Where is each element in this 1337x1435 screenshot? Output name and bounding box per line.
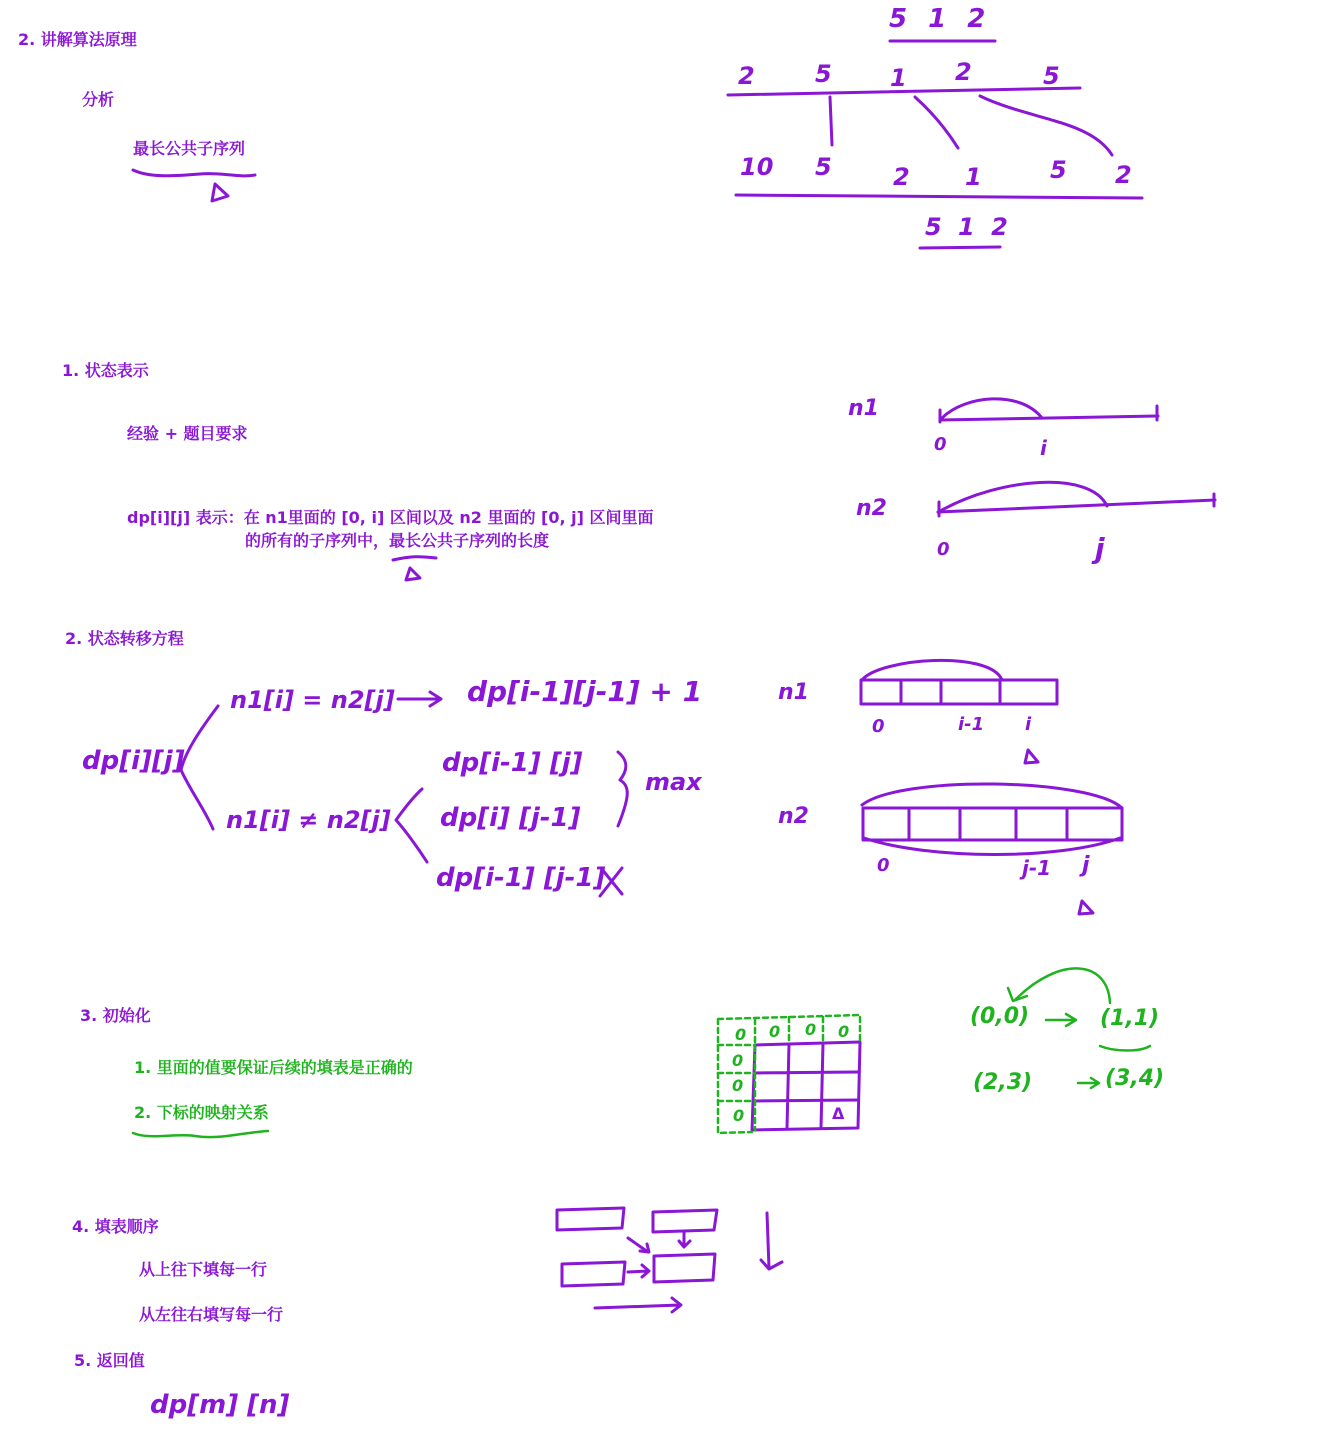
n1-array (861, 680, 1057, 704)
seq-match-line-5 (830, 97, 832, 145)
seq2-item: 5 (1050, 156, 1067, 184)
step4-title: 4. 填表顺序 (72, 1217, 159, 1236)
transition-brace (181, 706, 218, 829)
i-label: i (1040, 436, 1047, 460)
seq1-item: 5 (1043, 62, 1060, 90)
seq-bottom-result: 5 1 2 (925, 213, 1012, 241)
zero-label: 0 (934, 434, 947, 455)
n2-label: n2 (856, 496, 887, 521)
seq-match-line-2 (980, 96, 1112, 155)
seq1-item: 2 (738, 62, 755, 90)
j-label: j (1095, 532, 1105, 565)
mapping-2-left: (2,3) (973, 1070, 1033, 1095)
grid-delta-mark: Δ (832, 1104, 845, 1123)
seq2-item: 1 (965, 163, 982, 191)
topic-delta-mark (212, 184, 228, 201)
seq2-item: 2 (893, 163, 910, 191)
array-zero: 0 (877, 855, 890, 876)
n1-array-label: n1 (778, 680, 809, 705)
mapping-1-right: (1,1) (1100, 1006, 1160, 1031)
topic-underline (133, 170, 255, 176)
seq2-item: 2 (1115, 161, 1132, 189)
analysis-label: 分析 (82, 90, 115, 109)
zero-label: 0 (937, 539, 950, 560)
option-2: dp[i] [j-1] (440, 803, 581, 833)
array-i-label: i (1025, 714, 1032, 735)
seq2-item: 5 (815, 153, 832, 181)
option-1: dp[i-1] [j] (442, 748, 583, 778)
array-zero: 0 (872, 716, 885, 737)
j-minus-1-label: j-1 (1022, 856, 1052, 880)
seq-top-result: 5 1 2 (889, 4, 992, 34)
grid-zero: 0 (732, 1076, 744, 1095)
step3-point2: 2. 下标的映射关系 (134, 1103, 269, 1122)
return-value: dp[m] [n] (150, 1390, 290, 1420)
n1-label: n1 (848, 396, 879, 421)
analysis-topic: 最长公共子序列 (133, 139, 246, 158)
fill-box-4 (654, 1254, 715, 1282)
mapping-underline (1100, 1046, 1150, 1051)
n1-range-line (940, 416, 1158, 420)
inner-brace (396, 789, 427, 862)
section-title: 2. 讲解算法原理 (18, 30, 137, 49)
grid-zero: 0 (735, 1025, 747, 1044)
step4-order1: 从上往下填每一行 (139, 1260, 268, 1279)
step3-underline (133, 1131, 268, 1137)
max-label: max (645, 768, 702, 796)
step1-definition-line2: 的所有的子序列中，最长公共子序列的长度 (245, 531, 550, 550)
n2-range-line (938, 500, 1215, 512)
n1-range-arc (942, 399, 1042, 418)
fill-box-1 (557, 1208, 624, 1230)
seq1-item: 2 (955, 58, 972, 86)
step1-definition-line1: dp[i][j] 表示：在 n1里面的 [0, i] 区间以及 n2 里面的 [0, j] 区间里面 (127, 508, 654, 527)
seq1-item: 1 (890, 64, 907, 92)
grid-zero: 0 (732, 1051, 744, 1070)
cond-equal: n1[i] = n2[j] (230, 686, 395, 714)
grid-zero: 0 (805, 1020, 817, 1039)
mapping-2-right: (3,4) (1105, 1066, 1165, 1091)
seq2-line (736, 195, 1142, 198)
transition-arrow (398, 692, 441, 706)
fill-box-2 (653, 1210, 717, 1232)
step3-point1: 1. 里面的值要保证后续的填表是正确的 (134, 1058, 413, 1077)
n2-array-arc-top (862, 784, 1122, 808)
dp-ij-label: dp[i][j] (82, 746, 185, 776)
step1-title: 1. 状态表示 (62, 361, 149, 380)
step3-title: 3. 初始化 (80, 1006, 151, 1025)
step5-title: 5. 返回值 (74, 1351, 145, 1370)
option-3: dp[i-1] [j-1] (436, 863, 606, 893)
seq-match-line-1 (915, 97, 958, 148)
n2-range-arc (942, 482, 1107, 510)
seq2-item: 10 (740, 153, 774, 181)
fill-box-3 (562, 1262, 625, 1286)
max-brace (618, 752, 627, 826)
grid-zero: 0 (838, 1022, 850, 1041)
grid-zero: 0 (769, 1022, 781, 1041)
i-minus-1-label: i-1 (958, 714, 985, 735)
cond-not-equal: n1[i] ≠ n2[j] (226, 806, 391, 834)
definition-delta-mark (406, 568, 420, 580)
seq1-item: 5 (815, 60, 832, 88)
step2-title: 2. 状态转移方程 (65, 629, 184, 648)
array-j-label: j (1082, 853, 1090, 878)
n2-array-label: n2 (778, 804, 809, 829)
step4-order2: 从左往右填写每一行 (139, 1305, 284, 1324)
result-equal: dp[i-1][j-1] + 1 (467, 675, 703, 708)
mapping-1-left: (0,0) (970, 1004, 1030, 1029)
n2-array (863, 808, 1122, 840)
definition-underline (393, 557, 436, 560)
down-arrow (761, 1213, 782, 1269)
mapping-arc (1015, 968, 1110, 1003)
n1-array-arc (862, 660, 1002, 680)
grid-zero: 0 (733, 1106, 745, 1125)
seq-bottom-result-underline (920, 247, 1000, 248)
step1-approach: 经验 + 题目要求 (127, 424, 248, 443)
